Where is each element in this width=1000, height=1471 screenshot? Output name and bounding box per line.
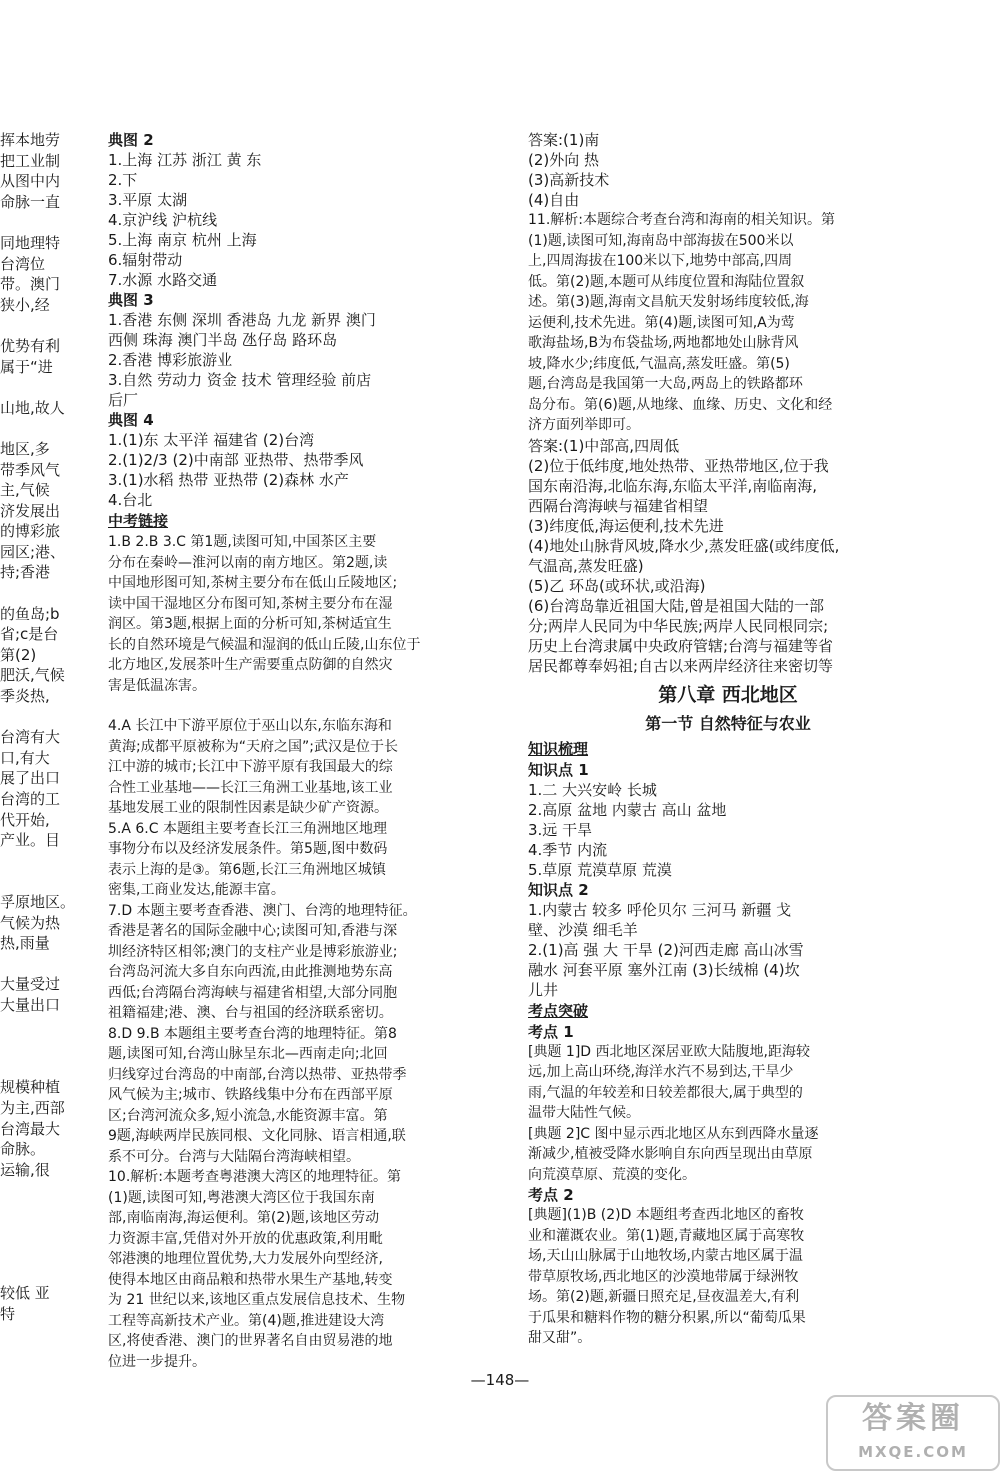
text-line: 黄海;成都平原被称为“天府之国”;武汉是位于长	[108, 738, 398, 755]
text-line: 典图 2	[108, 131, 154, 149]
text-line: 儿井	[528, 980, 559, 999]
text-line: 北方地区,发展茶叶生产需要重点防御的自然灾	[108, 657, 393, 673]
text-line: 风气候为主;城市、铁路线集中分布在西部平原	[108, 1087, 393, 1103]
text-line: 事物分布以及经济发展条件。第5题,图中数码	[108, 841, 388, 857]
text-line: 合性工业基地——长江三角洲工业基地,该工业	[108, 779, 393, 796]
text-line: 特	[0, 1304, 16, 1323]
text-line: 为 21 世纪以来,该地区重点发展信息技术、生物	[108, 1292, 406, 1308]
text-line: (4)地处山脉背风坡,降水少,蒸发旺盛(或纬度低,	[528, 536, 840, 555]
text-line	[0, 871, 100, 892]
page-number: —148—	[470, 1371, 530, 1389]
text-line: 4.台北	[108, 491, 153, 509]
text-line: 2.高原 盆地 内蒙古 高山 盆地	[528, 800, 727, 819]
text-line: 祖籍福建;港、澳、台与祖国的经济联系密切。	[108, 1005, 393, 1021]
text-line: 运便利,技术先进。第(4)题,读图可知,A为莺	[528, 314, 795, 331]
text-line	[0, 707, 100, 728]
text-line: 基地发展工业的限制性因素是缺少矿产资源。	[108, 800, 388, 816]
text-line: 同地理特	[0, 233, 61, 252]
text-line: 气候为热	[0, 913, 61, 932]
text-line: 带季风气	[0, 460, 61, 479]
text-line: 台湾有大	[0, 728, 61, 747]
text-line	[0, 1016, 100, 1037]
text-line: 3.远 干旱	[528, 820, 593, 839]
text-line	[0, 1263, 100, 1284]
text-line: 典图 4	[108, 411, 154, 429]
text-line: 归线穿过台湾岛的中南部,台湾以热带、亚热带季	[108, 1066, 407, 1083]
text-line: 考点突破	[528, 1001, 589, 1020]
text-line: (1)题,读图可知,海南岛中部海拔在500米以	[528, 232, 794, 249]
text-line: 于瓜果和糖料作物的糖分积累,所以“葡萄瓜果	[528, 1309, 806, 1326]
text-line: 中考链接	[108, 512, 169, 530]
text-line: 2.香港 博彩旅游业	[108, 351, 233, 369]
text-line: 区;台湾河流众多,短小流急,水能资源丰富。第	[108, 1107, 388, 1124]
text-line	[0, 954, 100, 975]
text-line: 1.(1)东 太平洋 福建省 (2)台湾	[108, 431, 315, 449]
text-line: 10.解析:本题考查粤港澳大湾区的地理特征。第	[108, 1169, 401, 1185]
text-line: 季炎热,	[0, 687, 50, 706]
text-line: 业和灌溉农业。第(1)题,青藏地区属于高寒牧	[528, 1227, 805, 1244]
right-column	[528, 130, 928, 1349]
text-line: 较低 亚	[0, 1284, 50, 1303]
text-line: 壁、沙漠 细毛羊	[528, 920, 638, 939]
text-line: 邻港澳的地理位置优势,大力发展外向型经济,	[108, 1251, 383, 1267]
text-line: 温带大陆性气候。	[528, 1105, 640, 1121]
text-line: 西隔台湾海峡与福建省相望	[528, 496, 709, 515]
text-line: 为主,西部	[0, 1098, 65, 1117]
text-line: 表示上海的是③。第6题,长江三角洲地区城镇	[108, 861, 386, 878]
text-line: 主,气候	[0, 481, 50, 500]
text-line: 西低;台湾隔台湾海峡与福建省相望,大部分同胞	[108, 984, 398, 1001]
text-line	[0, 583, 100, 604]
text-line	[0, 1057, 100, 1078]
text-line: 1.二 大兴安岭 长城	[528, 780, 657, 799]
text-line: 场。第(2)题,新疆日照充足,昼夜温差大,有利	[528, 1289, 800, 1305]
text-line: 歌海盐场,B为布袋盐场,两地都地处山脉背风	[528, 335, 799, 351]
text-line: 4.季节 内流	[528, 840, 608, 859]
text-line: 11.解析:本题综合考查台湾和海南的相关知识。第	[528, 212, 835, 228]
watermark-text: 答案圈	[862, 1401, 964, 1436]
text-line: 口,有大	[0, 748, 50, 767]
text-line: 长的自然环境是气候温和湿润的低山丘陵,山东位于	[108, 636, 421, 653]
middle-column	[108, 130, 506, 1372]
text-line: 1.B 2.B 3.C 第1题,读图可知,中国茶区主要	[108, 534, 377, 550]
text-line: 7.D 本题主要考查香港、澳门、台湾的地理特征。	[108, 902, 417, 919]
text-line: 台湾的工	[0, 790, 61, 808]
text-line: [典题](1)B (2)D 本题组考查西北地区的畜牧	[528, 1207, 804, 1223]
text-line: 挥本地劳	[0, 131, 61, 149]
text-line: 题,台湾岛是我国第一大岛,两岛上的铁路都环	[528, 376, 803, 392]
text-line: 从图中内	[0, 172, 61, 191]
text-line: 上,四周海拔在100米以下,地势中部高,四周	[528, 253, 793, 269]
text-line	[0, 212, 100, 233]
text-line: 润区。第3题,根据上面的分析可知,茶树适宜生	[108, 616, 392, 632]
text-line: 向荒漠草原、荒漠的变化。	[528, 1166, 696, 1183]
text-line: 3.平原 太湖	[108, 191, 188, 209]
text-line: 命脉一直	[0, 192, 61, 211]
text-line: 把工业制	[0, 151, 61, 170]
text-line: 7.水源 水路交通	[108, 271, 218, 289]
text-line: 题,读图可知,台湾山脉呈东北—西南走向;北回	[108, 1046, 388, 1062]
text-line: 位进一步提升。	[108, 1353, 206, 1370]
text-line: 甜又甜”。	[528, 1330, 592, 1346]
watermark-logo	[826, 1395, 1000, 1471]
text-line: 坡,降水少;纬度低,气温高,蒸发旺盛。第(5)	[528, 355, 790, 372]
text-line: (1)题,读图可知,粤港澳大湾区位于我国东南	[108, 1189, 375, 1206]
text-line: 渐减少,植被受降水影响自东向西呈现出由草原	[528, 1146, 813, 1162]
text-line: (3)纬度低,海运便利,技术先进	[528, 516, 724, 535]
text-line: 密集,工商业发达,能源丰富。	[108, 882, 285, 898]
text-line: 4.京沪线 沪杭线	[108, 211, 218, 229]
text-line: 使得本地区由商品粮和热带水果生产基地,转变	[108, 1271, 393, 1288]
text-line	[108, 696, 506, 716]
text-line: 带。澳门	[0, 275, 61, 294]
text-line: 大量出口	[0, 995, 61, 1014]
text-line	[0, 377, 100, 398]
text-line: 8.D 9.B 本题组主要考查台湾的地理特征。第8	[108, 1025, 397, 1042]
text-line: 的博彩旅	[0, 522, 61, 541]
text-line: 力资源丰富,凭借对外开放的优惠政策,利用毗	[108, 1230, 383, 1247]
text-line: 香港是著名的国际金融中心;读图可知,香港与深	[108, 923, 398, 939]
text-line: [典题 2]C 图中显示西北地区从东到西降水量逐	[528, 1125, 819, 1142]
text-line: 岛分布。第(6)题,从地缘、血缘、历史、文化和经	[528, 396, 833, 413]
text-line	[0, 1201, 100, 1222]
text-line: 居民都尊奉妈祖;自古以来两岸经济往来密切等	[528, 656, 834, 675]
text-line: 答案:(1)南	[528, 131, 600, 149]
text-line: 害是低温冻害。	[108, 677, 206, 694]
text-line: 5.A 6.C 本题组主要考查长江三角洲地区地理	[108, 820, 387, 837]
text-line: 知识点 1	[528, 760, 589, 779]
text-line: 大量受过	[0, 975, 61, 994]
text-line: 展了出口	[0, 769, 61, 788]
text-line: (6)台湾岛靠近祖国大陆,曾是祖国大陆的一部	[528, 596, 825, 615]
text-line: 国东南沿海,北临东海,东临太平洋,南临南海,	[528, 476, 818, 495]
left-column-fragment	[0, 130, 100, 1324]
text-line	[0, 851, 100, 872]
text-line	[0, 1242, 100, 1263]
text-line: 台湾最大	[0, 1119, 61, 1138]
text-line: 典图 3	[108, 291, 154, 309]
text-line: 远,加上高山环绕,海洋水汽不易到达,干旱少	[528, 1064, 794, 1080]
text-line: (4)自由	[528, 191, 580, 209]
text-line: 6.辐射带动	[108, 251, 183, 269]
text-line: 分布在秦岭—淮河以南的南方地区。第2题,读	[108, 554, 388, 571]
text-line: 第一节 自然特征与农业	[645, 713, 811, 733]
text-line: 知识梳理	[528, 739, 589, 758]
text-line: 命脉。	[0, 1140, 46, 1159]
text-line: 知识点 2	[528, 880, 589, 899]
text-line: 西侧 珠海 澳门半岛 氹仔岛 路环岛	[108, 331, 338, 349]
text-line: 5.草原 荒漠草原 荒漠	[528, 860, 672, 879]
text-line: 地区,多	[0, 439, 50, 458]
text-line: (3)高新技术	[528, 171, 610, 189]
text-line: 狭小,经	[0, 295, 50, 314]
text-line: 区,将使香港、澳门的世界著名自由贸易港的地	[108, 1333, 393, 1349]
text-line: 济方面列举即可。	[528, 417, 640, 433]
text-line: 园区;港、	[0, 542, 66, 561]
text-line: 5.上海 南京 杭州 上海	[108, 231, 257, 249]
text-line: 产业。目	[0, 831, 61, 850]
text-line: 低。第(2)题,本题可从纬度位置和海陆位置叙	[528, 273, 805, 290]
text-line: 带草原牧场,西北地区的沙漠地带属于绿洲牧	[528, 1268, 799, 1285]
text-line: 读中国干湿地区分布图可知,茶树主要分布在湿	[108, 595, 393, 612]
text-line	[0, 315, 100, 336]
text-line: 气温高,蒸发旺盛)	[528, 556, 644, 575]
text-line: 济发展出	[0, 501, 61, 520]
text-line: 1.上海 江苏 浙江 黄 东	[108, 151, 262, 169]
text-line: 融水 河套平原 塞外江南 (3)长绒棉 (4)坎	[528, 960, 800, 979]
text-line: 雨,气温的年较差和日较差都很大,属于典型的	[528, 1084, 803, 1101]
text-line: 运输,很	[0, 1160, 50, 1179]
text-line: 2.(1)高 强 大 干旱 (2)河西走廊 高山冰雪	[528, 940, 804, 959]
text-line: 1.香港 东侧 深圳 香港岛 九龙 新界 澳门	[108, 311, 376, 329]
text-line	[0, 418, 100, 439]
text-line: 优势有利	[0, 336, 61, 355]
text-line: 3.自然 劳动力 资金 技术 管理经验 前店	[108, 371, 372, 389]
text-line	[0, 1180, 100, 1201]
text-line: 持;香港	[0, 563, 51, 582]
text-line: 第八章 西北地区	[658, 683, 798, 706]
text-line: 1.内蒙古 较多 呼伦贝尔 三河马 新疆 戈	[528, 900, 792, 919]
text-line: 江中游的城市;长江中下游平原有我国最大的综	[108, 759, 393, 775]
text-line: 系不可分。台湾与大陆隔台湾海峡相望。	[108, 1148, 360, 1165]
text-line: 后厂	[108, 391, 139, 409]
watermark-url: MXQE.COM	[858, 1443, 968, 1461]
text-line: 圳经济特区相邻;澳门的支柱产业是博彩旅游业;	[108, 943, 398, 960]
text-line	[0, 1221, 100, 1242]
text-line: 述。第(3)题,海南文昌航天发射场纬度较低,海	[528, 294, 809, 310]
text-line: (2)外向 热	[528, 151, 600, 169]
text-line: 部,南临南海,海运便利。第(2)题,该地区劳动	[108, 1210, 380, 1226]
text-line: 热,雨量	[0, 934, 50, 953]
text-line: 9题,海峡两岸民族同根、文化同脉、语言相通,联	[108, 1128, 406, 1144]
text-line: 场,天山山脉属于山地牧场,内蒙古地区属于温	[528, 1248, 803, 1264]
text-line: 省;c是台	[0, 625, 59, 644]
text-line: 3.(1)水稻 热带 亚热带 (2)森林 水产	[108, 471, 349, 489]
text-line: 第(2)	[0, 645, 37, 664]
text-line: (2)位于低纬度,地处热带、亚热带地区,位于我	[528, 456, 829, 475]
text-line: 规模种植	[0, 1078, 61, 1097]
text-line: 2.下	[108, 171, 138, 189]
text-line: 孚原地区。	[0, 892, 76, 911]
text-line: 肥沃,气候	[0, 666, 65, 685]
text-line: [典题 1]D 西北地区深居亚欧大陆腹地,距海较	[528, 1043, 810, 1060]
text-line: 4.A 长江中下游平原位于巫山以东,东临东海和	[108, 718, 392, 734]
text-line: 2.(1)2/3 (2)中南部 亚热带、热带季风	[108, 451, 364, 469]
text-line: 代开始,	[0, 810, 50, 829]
text-line: 历史上台湾隶属中央政府管辖;台湾与福建等省	[528, 636, 834, 655]
text-line: 台湾位	[0, 254, 46, 273]
text-line: 答案:(1)中部高,四周低	[528, 436, 680, 455]
text-line: 中国地形图可知,茶树主要分布在低山丘陵地区;	[108, 575, 398, 591]
text-line: 分;两岸人民同为中华民族;两岸人民同根同宗;	[528, 616, 829, 635]
text-line: 山地,故人	[0, 398, 65, 417]
text-line: 的鱼岛;b	[0, 604, 60, 623]
text-line: 台湾岛河流大多自东向西流,由此推测地势东高	[108, 964, 393, 980]
text-line	[0, 1036, 100, 1057]
text-line: 考点 1	[528, 1022, 574, 1041]
text-line: (5)乙 环岛(或环状,或沿海)	[528, 576, 706, 595]
text-line: 工程等高新技术产业。第(4)题,推进建设大湾	[108, 1312, 385, 1329]
text-line: 考点 2	[528, 1186, 574, 1204]
text-line: 属于“进	[0, 357, 53, 376]
